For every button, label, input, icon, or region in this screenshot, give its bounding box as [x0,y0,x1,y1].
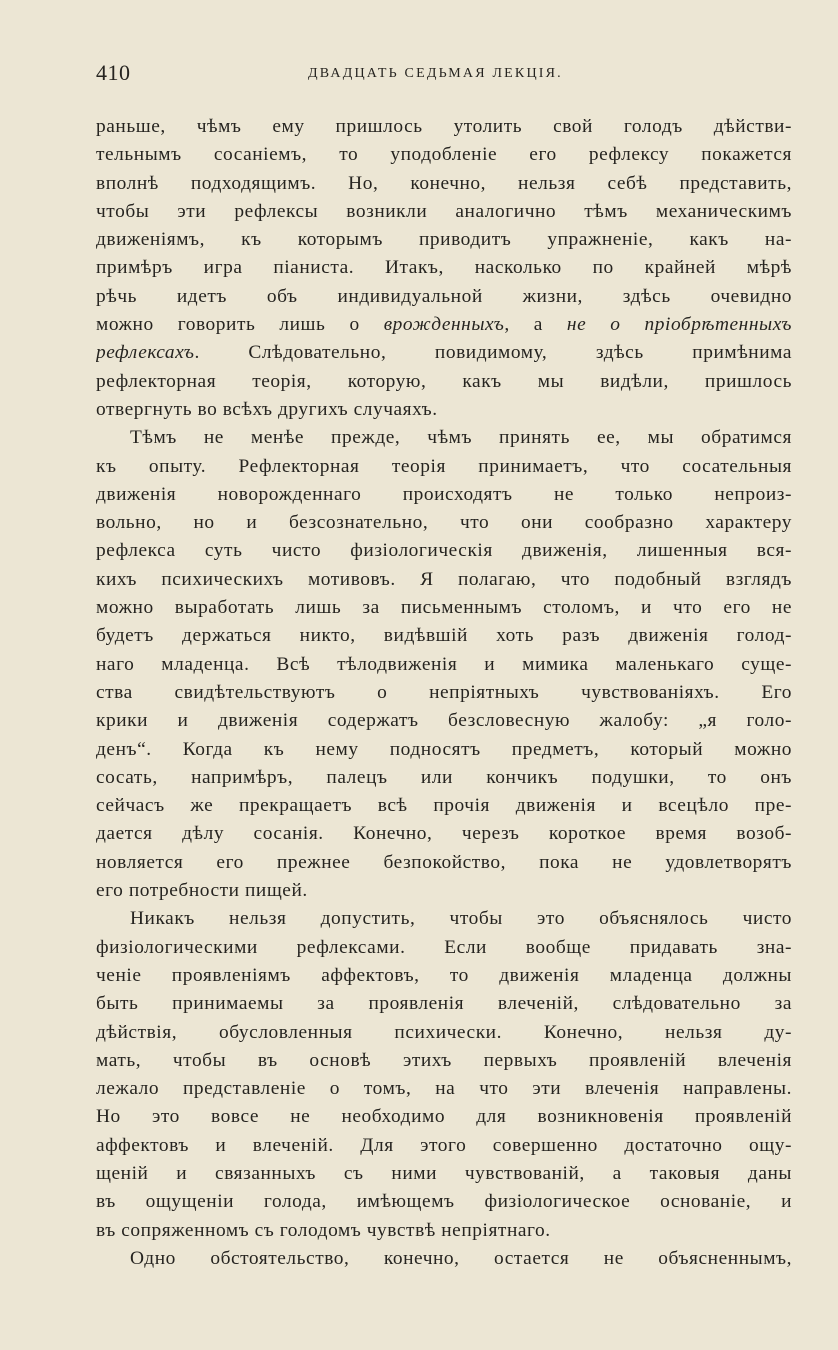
text-line: рефлекса суть чисто физіологическія движенія, лишенныя вся- [96,540,792,562]
text-line: тельнымъ сосаніемъ, то уподобленіе его рефлексу покажется [96,144,792,166]
text-line: Но это вовсе не необходимо для возникновенія проявленій [96,1106,792,1128]
text-line: чтобы эти рефлексы возникли аналогично тѣмъ механическимъ [96,200,792,222]
text-line: денъ“. Когда къ нему подносятъ предметъ, который можно [96,738,792,760]
italic-term: рефлексахъ [96,342,195,364]
text-line: сосать, напримѣръ, палецъ или кончикъ подушки, то онъ [96,766,792,788]
text-line: дѣйствія, обусловленныя психически. Конечно, нельзя ду- [96,1021,792,1043]
text-line: можно выработать лишь за письменнымъ столомъ, и что его не [96,597,792,619]
text-line: быть принимаемы за проявленія влеченій, слѣдовательно за [96,993,792,1015]
text-line: наго младенца. Всѣ тѣлодвиженія и мимика маленькаго суще- [96,653,792,675]
text-line: рефлекторная теорія, которую, какъ мы видѣли, пришлось [96,370,792,392]
italic-term: врожденныхъ [383,314,505,336]
text-line: его потребности пищей. [96,880,308,902]
text-line: вполнѣ подходящимъ. Но, конечно, нельзя себѣ представить, [96,172,792,194]
text-line: примѣръ игра піаниста. Итакъ, насколько по крайней мѣрѣ [96,257,792,279]
italic-term: не о пріобрѣтенныхъ [566,314,792,336]
body-text [96,113,792,1273]
text-line: аффектовъ и влеченій. Для этого совершенно достаточно ощу- [96,1134,792,1156]
text-line: ства свидѣтельствуютъ о непріятныхъ чувствованіяхъ. Его [96,681,792,703]
text-line [96,311,792,339]
text-line: Тѣмъ не менѣе прежде, чѣмъ принять ее, мы обратимся [130,427,792,449]
text-line: будетъ держаться никто, видѣвшій хоть разъ движенія голод- [96,625,792,647]
text-run: можно говорить лишь о [96,314,384,336]
text-line: физіологическими рефлексами. Если вообще придавать зна- [96,936,792,958]
text-line: раньше, чѣмъ ему пришлось утолить свой голодъ дѣйстви- [96,116,792,137]
text-run: . Слѣдовательно, повидимому, здѣсь примѣнима [194,342,792,364]
text-line: движеніямъ, къ которымъ приводитъ упражненіе, какъ на- [96,229,792,251]
text-line [96,339,792,367]
text-line: крики и движенія содержатъ безсловесную жалобу: „я голо- [96,710,792,732]
text-line: новляется его прежнее безпокойство, пока не удовлетворятъ [96,851,792,873]
text-line: движенія новорожденнаго происходятъ не только непроиз- [96,483,792,505]
text-line: Одно обстоятельство, конечно, остается не объясненнымъ, [130,1247,792,1269]
text-line: лежало представленіе о томъ, на что эти влеченія направлены. [96,1078,792,1100]
text-run: , а [504,314,567,336]
text-line: Никакъ нельзя допустить, чтобы это объяснялось чисто [130,908,792,930]
page-header [96,56,792,96]
text-line: рѣчь идетъ объ индивидуальной жизни, здѣсь очевидно [96,285,792,307]
running-title: ДВАДЦАТЬ СЕДЬМАЯ ЛЕКЦІЯ. [308,66,563,81]
text-line: дается дѣлу сосанія. Конечно, черезъ короткое время возоб- [96,823,792,845]
text-line: въ ощущеніи голода, имѣющемъ физіологическое основаніе, и [96,1191,792,1213]
text-line: кихъ психическихъ мотивовъ. Я полагаю, что подобный взглядъ [96,568,792,590]
text-line: къ опыту. Рефлекторная теорія принимаетъ, что сосательныя [96,455,792,477]
text-line: въ сопряженномъ съ голодомъ чувствѣ непріятнаго. [96,1219,551,1241]
text-line: вольно, но и безсознательно, что они сообразно характеру [96,512,792,534]
page-number: 410 [96,60,131,85]
text-line: ченіе проявленіямъ аффектовъ, то движенія младенца должны [96,964,792,986]
text-line: мать, чтобы въ основѣ этихъ первыхъ проявленій влеченія [96,1049,792,1071]
text-line: сейчасъ же прекращаетъ всѣ прочія движенія и всецѣло пре- [96,795,792,817]
text-line: отвергнуть во всѣхъ другихъ случаяхъ. [96,398,438,420]
text-line: щеній и связанныхъ съ ними чувствованій, а таковыя даны [96,1162,792,1184]
